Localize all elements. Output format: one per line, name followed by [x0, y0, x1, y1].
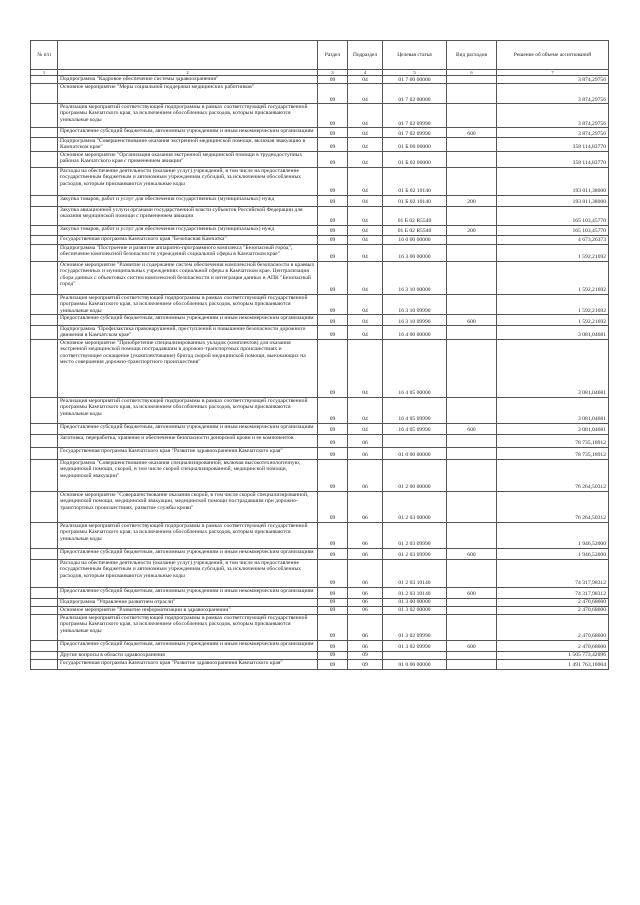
row-name-cell: Государственная программа Камчатского края "Безопасная Камчатка" [58, 235, 318, 244]
row-name-cell: Реализация мероприятий соответствующей подпрограммы в рамках соответствующей государственной программы Камчатского края, за исключением обособленных расходов, которым присваиваются уникальные коды [58, 294, 318, 314]
row-type-cell [447, 244, 497, 261]
row-target-cell: 01 Б 02 00000 [383, 151, 447, 167]
row-subsection-cell: 06 [348, 598, 383, 606]
row-name-cell: Реализация мероприятий соответствующей подпрограммы в рамках соответствующей государственной программы Камчатского края, за исключением обособленных расходов, которым присваиваются уникальные коды [58, 397, 318, 423]
row-section-cell: 09 [318, 84, 348, 104]
row-name-cell: Подпрограмма "Кадровое обеспечение системы здравоохранения" [58, 76, 318, 84]
row-number-cell [31, 522, 58, 548]
header-cell-subsection: Подраздел [348, 41, 383, 70]
table-row [31, 491, 609, 522]
row-subsection-cell: 04 [348, 151, 383, 167]
row-subsection-cell: 04 [348, 206, 383, 225]
row-amount-cell: 74 317,98312 [497, 587, 609, 598]
row-name-cell: Основное мероприятие "Меры социальной поддержки медицинских работников" [58, 84, 318, 104]
row-amount-cell: 1 491 763,10004 [497, 659, 609, 669]
table-row [31, 167, 609, 195]
row-subsection-cell: 04 [348, 235, 383, 244]
row-target-cell: 01 2 03 09990 [383, 522, 447, 548]
table-row [31, 225, 609, 235]
table-row [31, 587, 609, 598]
row-subsection-cell: 04 [348, 128, 383, 138]
row-section-cell: 09 [318, 614, 348, 640]
row-subsection-cell: 06 [348, 614, 383, 640]
row-amount-cell: 3 874,29756 [497, 128, 609, 138]
row-number-cell [31, 225, 58, 235]
row-number-cell [31, 491, 58, 522]
row-target-cell: 01 3 02 00000 [383, 606, 447, 614]
row-subsection-cell: 04 [348, 261, 383, 294]
row-target-cell: 16 0 00 00000 [383, 235, 447, 244]
row-name-cell: Расходы на обеспечение деятельности (оказание услуг) учреждений, в том числе на предоставление государственным бюджетным и автономным учреждениям субсидий, за исключением обособленных расходов, которым присваиваются уникальные коды [58, 167, 318, 195]
table-row [31, 104, 609, 128]
row-subsection-cell: 04 [348, 423, 383, 434]
row-amount-cell: 2 470,68600 [497, 598, 609, 606]
row-name-cell: Государственная программа Камчатского края "Развитие здравоохранения Камчатского края" [58, 447, 318, 459]
row-type-cell [447, 138, 497, 152]
row-type-cell [447, 522, 497, 548]
row-number-cell [31, 559, 58, 587]
row-subsection-cell: 06 [348, 459, 383, 491]
row-subsection-cell: 04 [348, 339, 383, 397]
row-amount-cell: 2 470,68600 [497, 606, 609, 614]
column-number: 3 [318, 70, 348, 76]
table-row [31, 315, 609, 326]
row-type-cell [447, 167, 497, 195]
row-type-cell: 600 [447, 548, 497, 559]
table-row [31, 447, 609, 459]
row-name-cell: Государственная программа Камчатского края "Развитие здравоохранения Камчатского края" [58, 659, 318, 669]
row-number-cell [31, 151, 58, 167]
row-name-cell: Расходы на обеспечение деятельности (оказание услуг) учреждений, в том числе на предоставление государственным бюджетным и автономным учреждениям субсидий, за исключением обособленных расходов, которым присваиваются уникальные коды [58, 559, 318, 587]
row-type-cell: 600 [447, 423, 497, 434]
row-name-cell: Предоставление субсидий бюджетным, автономным учреждениям и иным некоммерческим организациям [58, 128, 318, 138]
budget-table [30, 40, 609, 670]
header-cell-type: Вид расходов [447, 41, 497, 70]
row-type-cell [447, 434, 497, 447]
table-row [31, 339, 609, 397]
row-subsection-cell: 06 [348, 587, 383, 598]
row-amount-cell: 1 946,52000 [497, 548, 609, 559]
column-number: 6 [447, 70, 497, 76]
row-section-cell: 09 [318, 606, 348, 614]
row-target-cell: 01 3 00 00000 [383, 598, 447, 606]
table-row [31, 397, 609, 423]
row-amount-cell: 78 735,18912 [497, 447, 609, 459]
row-number-cell [31, 434, 58, 447]
row-subsection-cell: 06 [348, 640, 383, 651]
row-subsection-cell: 04 [348, 294, 383, 314]
row-amount-cell: 3 874,29756 [497, 104, 609, 128]
row-number-cell [31, 548, 58, 559]
row-name-cell: Другие вопросы в области здравоохранения [58, 651, 318, 659]
row-type-cell: 200 [447, 195, 497, 206]
row-target-cell: 16 3 10 09990 [383, 315, 447, 326]
row-name-cell: Основное мероприятие "Приобретение специализированных укладок (комплектов) для оказания экстренной медицинской помощи пострадавшим в дорожно-транспортных происшествиях и соответствующее оснащение (укомплектование) бригад скорой медицинской помощи, выезжающих на место совершения дорожно-транспортного происшествия" [58, 339, 318, 397]
row-section-cell: 09 [318, 423, 348, 434]
row-amount-cell: 165 103,45770 [497, 225, 609, 235]
row-target-cell: 16 4 00 00000 [383, 326, 447, 340]
table-row [31, 84, 609, 104]
row-type-cell [447, 614, 497, 640]
row-subsection-cell: 06 [348, 606, 383, 614]
row-amount-cell: 3 081,04681 [497, 423, 609, 434]
row-number-cell [31, 614, 58, 640]
row-number-cell [31, 587, 58, 598]
row-subsection-cell: 04 [348, 315, 383, 326]
row-type-cell [447, 294, 497, 314]
row-subsection-cell: 04 [348, 397, 383, 423]
row-section-cell: 09 [318, 659, 348, 669]
column-number: 7 [497, 70, 609, 76]
column-number: 5 [383, 70, 447, 76]
row-amount-cell: 1 505 773,42096 [497, 651, 609, 659]
row-section-cell: 09 [318, 261, 348, 294]
row-subsection-cell: 04 [348, 84, 383, 104]
row-target-cell: 16 4 05 09990 [383, 423, 447, 434]
row-number-cell [31, 315, 58, 326]
row-subsection-cell: 04 [348, 104, 383, 128]
table-row [31, 659, 609, 669]
table-row [31, 606, 609, 614]
row-target-cell: 01 2 03 09990 [383, 548, 447, 559]
row-target-cell: 01 2 03 00000 [383, 491, 447, 522]
row-subsection-cell: 04 [348, 195, 383, 206]
row-target-cell: 01 7 02 00000 [383, 84, 447, 104]
row-type-cell [447, 651, 497, 659]
row-name-cell: Реализация мероприятий соответствующей подпрограммы в рамках соответствующей государственной программы Камчатского края, за исключением обособленных расходов, которым присваиваются уникальные коды [58, 614, 318, 640]
row-type-cell [447, 206, 497, 225]
table-row [31, 195, 609, 206]
column-number: 2 [58, 70, 318, 76]
row-section-cell: 09 [318, 447, 348, 459]
row-subsection-cell: 06 [348, 491, 383, 522]
row-amount-cell: 193 011,38000 [497, 195, 609, 206]
row-amount-cell: 4 673,26373 [497, 235, 609, 244]
header-cell-no: № п/п [31, 41, 58, 70]
row-type-cell [447, 339, 497, 397]
header-row [31, 41, 609, 70]
row-section-cell: 09 [318, 640, 348, 651]
row-section-cell: 09 [318, 195, 348, 206]
row-number-cell [31, 423, 58, 434]
row-section-cell: 09 [318, 315, 348, 326]
column-number: 1 [31, 70, 58, 76]
row-section-cell: 09 [318, 151, 348, 167]
row-target-cell: 01 2 03 10140 [383, 559, 447, 587]
row-type-cell [447, 84, 497, 104]
row-type-cell [447, 459, 497, 491]
row-number-cell [31, 76, 58, 84]
row-section-cell: 09 [318, 459, 348, 491]
row-name-cell: Предоставление субсидий бюджетным, автономным учреждениям и иным некоммерческим организациям [58, 640, 318, 651]
row-section-cell: 09 [318, 651, 348, 659]
row-type-cell [447, 559, 497, 587]
row-name-cell: Подпрограмма "Построение и развитие аппаратно-программного комплекса "Безопасный город", обеспечение комплексной безопасности учреждений социальной сферы в Камчатском крае" [58, 244, 318, 261]
row-section-cell: 09 [318, 587, 348, 598]
row-target-cell [383, 434, 447, 447]
row-target-cell: 01 3 02 09990 [383, 614, 447, 640]
row-section-cell: 09 [318, 548, 348, 559]
row-type-cell [447, 326, 497, 340]
row-number-cell [31, 339, 58, 397]
row-type-cell [447, 606, 497, 614]
row-number-cell [31, 397, 58, 423]
row-amount-cell: 3 081,04681 [497, 326, 609, 340]
row-section-cell: 09 [318, 559, 348, 587]
row-number-cell [31, 235, 58, 244]
row-target-cell: 16 4 05 00000 [383, 339, 447, 397]
header-cell-target: Целевая статья [383, 41, 447, 70]
row-name-cell: Закупка товаров, работ и услуг для обеспечения государственных (муниципальных) нужд [58, 195, 318, 206]
row-amount-cell: 1 946,52000 [497, 522, 609, 548]
row-name-cell: Закупка авиационной услуги органами государственной власти субъектов Российской Федерации для оказания медицинской помощи с применением авиации [58, 206, 318, 225]
row-section-cell: 09 [318, 235, 348, 244]
row-section-cell: 09 [318, 128, 348, 138]
table-row [31, 76, 609, 84]
table-row [31, 559, 609, 587]
row-target-cell: 01 2 03 10140 [383, 587, 447, 598]
row-number-cell [31, 447, 58, 459]
row-type-cell: 600 [447, 128, 497, 138]
table-row [31, 640, 609, 651]
row-target-cell: 01 0 00 00000 [383, 659, 447, 669]
table-row [31, 244, 609, 261]
table-row [31, 522, 609, 548]
row-subsection-cell: 09 [348, 659, 383, 669]
row-amount-cell: 2 470,68600 [497, 614, 609, 640]
row-target-cell: 16 3 10 09990 [383, 294, 447, 314]
row-type-cell [447, 659, 497, 669]
row-name-cell: Предоставление субсидий бюджетным, автономным учреждениям и иным некоммерческим организациям [58, 315, 318, 326]
row-target-cell: 01 7 00 00000 [383, 76, 447, 84]
row-subsection-cell: 04 [348, 167, 383, 195]
row-name-cell: Предоставление субсидий бюджетным, автономным учреждениям и иным некоммерческим организациям [58, 587, 318, 598]
row-amount-cell: 165 103,45770 [497, 206, 609, 225]
table-row [31, 326, 609, 340]
row-number-cell [31, 84, 58, 104]
row-section-cell: 09 [318, 167, 348, 195]
row-type-cell: 600 [447, 640, 497, 651]
row-subsection-cell: 04 [348, 225, 383, 235]
row-number-cell [31, 195, 58, 206]
table-row [31, 235, 609, 244]
row-amount-cell: 2 470,68600 [497, 640, 609, 651]
row-subsection-cell: 06 [348, 522, 383, 548]
row-subsection-cell: 06 [348, 434, 383, 447]
row-subsection-cell: 06 [348, 447, 383, 459]
table-row [31, 434, 609, 447]
row-name-cell: Предоставление субсидий бюджетным, автономным учреждениям и иным некоммерческим организациям [58, 423, 318, 434]
row-target-cell: 01 Б 02 R5540 [383, 225, 447, 235]
row-name-cell: Основное мероприятие "Развитие информатизации в здравоохранении" [58, 606, 318, 614]
row-amount-cell: 1 592,21692 [497, 315, 609, 326]
row-amount-cell: 3 874,29756 [497, 76, 609, 84]
row-section-cell: 09 [318, 244, 348, 261]
row-target-cell [383, 651, 447, 659]
row-type-cell [447, 76, 497, 84]
row-type-cell [447, 235, 497, 244]
row-name-cell: Реализация мероприятий соответствующей подпрограммы в рамках соответствующей государственной программы Камчатского края, за исключением обособленных расходов, которым присваиваются уникальные коды [58, 522, 318, 548]
row-number-cell [31, 206, 58, 225]
row-type-cell [447, 491, 497, 522]
row-target-cell: 16 3 00 00000 [383, 244, 447, 261]
row-target-cell: 01 Б 02 10140 [383, 167, 447, 195]
row-section-cell: 09 [318, 522, 348, 548]
row-section-cell: 09 [318, 206, 348, 225]
table-body [31, 76, 609, 670]
row-section-cell: 09 [318, 225, 348, 235]
row-section-cell: 09 [318, 491, 348, 522]
row-target-cell: 01 7 02 09990 [383, 104, 447, 128]
row-amount-cell: 78 735,18912 [497, 434, 609, 447]
table-row [31, 138, 609, 152]
row-target-cell: 01 Б 02 10140 [383, 195, 447, 206]
row-subsection-cell: 06 [348, 559, 383, 587]
header-cell-section: Раздел [318, 41, 348, 70]
row-name-cell: Подпрограмма "Управление развитием отрасли" [58, 598, 318, 606]
row-number-cell [31, 128, 58, 138]
row-section-cell: 09 [318, 397, 348, 423]
row-section-cell: 09 [318, 76, 348, 84]
row-section-cell: 09 [318, 326, 348, 340]
row-target-cell: 01 0 00 00000 [383, 447, 447, 459]
row-section-cell: 09 [318, 294, 348, 314]
row-number-cell [31, 459, 58, 491]
row-name-cell: Основное мероприятие "Организация оказания экстренной медицинской помощи в труднодоступных районах Камчатского края с применением авиации" [58, 151, 318, 167]
row-name-cell: Реализация мероприятий соответствующей подпрограммы в рамках соответствующей государственной программы Камчатского края, за исключением обособленных расходов, которым присваиваются уникальные коды [58, 104, 318, 128]
table-row [31, 261, 609, 294]
header-cell-amount: Решение об объеме ассигнований [497, 41, 609, 70]
row-section-cell: 09 [318, 434, 348, 447]
row-type-cell [447, 598, 497, 606]
row-type-cell [447, 151, 497, 167]
row-name-cell: Закупка товаров, работ и услуг для обеспечения государственных (муниципальных) нужд [58, 225, 318, 235]
row-name-cell: Основное мероприятие "Развитие и содержание систем обеспечения комплексной безопасности в краевых государственных и муниципальных учреждениях социальной сферы в Камчатском крае. Централизация сбора данных с объектовых систем комплексной безопасности и интеграция данных в АПК "Безопасный город" [58, 261, 318, 294]
row-target-cell: 01 Б 00 00000 [383, 138, 447, 152]
row-number-cell [31, 659, 58, 669]
table-row [31, 423, 609, 434]
row-amount-cell: 74 317,98312 [497, 559, 609, 587]
row-type-cell: 600 [447, 315, 497, 326]
row-amount-cell: 3 874,29756 [497, 84, 609, 104]
row-amount-cell: 76 264,50312 [497, 459, 609, 491]
row-number-cell [31, 294, 58, 314]
row-amount-cell: 3 081,04681 [497, 339, 609, 397]
row-number-cell [31, 244, 58, 261]
row-target-cell: 16 3 10 00000 [383, 261, 447, 294]
row-name-cell: Основное мероприятие "Совершенствование оказания скорой, в том числе скорой специализированной, медицинской помощи, медицинской эвакуации, медицинской помощи пострадавшим при дорожно-транспортных происшествиях, развитие службы крови" [58, 491, 318, 522]
row-number-cell [31, 261, 58, 294]
row-target-cell: 01 2 00 00000 [383, 459, 447, 491]
row-number-cell [31, 326, 58, 340]
row-subsection-cell: 04 [348, 76, 383, 84]
table-row [31, 651, 609, 659]
row-number-cell [31, 167, 58, 195]
table-row [31, 151, 609, 167]
row-name-cell: Подпрограмма "Совершенствование оказания экстренной медицинской помощи, включая эвакуацию в Камчатском крае" [58, 138, 318, 152]
row-section-cell: 09 [318, 138, 348, 152]
row-target-cell: 01 Б 02 R5540 [383, 206, 447, 225]
row-type-cell [447, 104, 497, 128]
row-subsection-cell: 09 [348, 651, 383, 659]
row-number-cell [31, 104, 58, 128]
table-row [31, 598, 609, 606]
row-type-cell [447, 397, 497, 423]
table-row [31, 459, 609, 491]
row-amount-cell: 1 592,21692 [497, 294, 609, 314]
row-name-cell: Заготовка, переработка, хранение и обеспечение безопасности донорской крови и ее компонентов [58, 434, 318, 447]
table-row [31, 294, 609, 314]
row-number-cell [31, 640, 58, 651]
row-amount-cell: 1 592,21692 [497, 261, 609, 294]
row-type-cell [447, 447, 497, 459]
row-target-cell: 01 3 02 09990 [383, 640, 447, 651]
row-subsection-cell: 04 [348, 138, 383, 152]
row-section-cell: 09 [318, 104, 348, 128]
row-name-cell: Подпрограмма "Профилактика правонарушений, преступлений и повышение безопасности дорожного движения в Камчатском крае" [58, 326, 318, 340]
row-amount-cell: 193 011,38000 [497, 167, 609, 195]
row-amount-cell: 358 114,83770 [497, 138, 609, 152]
row-amount-cell: 76 264,50312 [497, 491, 609, 522]
row-subsection-cell: 04 [348, 326, 383, 340]
table-row [31, 128, 609, 138]
budget-sheet [30, 40, 608, 670]
row-name-cell: Подпрограмма "Совершенствование оказания специализированной, включая высокотехнологичную, медицинской помощи, скорой, в том числе скорой специализированной, медицинской помощи, медицинской эвакуации" [58, 459, 318, 491]
row-amount-cell: 358 114,83770 [497, 151, 609, 167]
row-type-cell: 200 [447, 225, 497, 235]
header-cell-name [58, 41, 318, 70]
row-name-cell: Предоставление субсидий бюджетным, автономным учреждениям и иным некоммерческим организациям [58, 548, 318, 559]
row-target-cell: 16 4 05 09990 [383, 397, 447, 423]
row-number-cell [31, 651, 58, 659]
row-amount-cell: 1 592,21692 [497, 244, 609, 261]
row-subsection-cell: 04 [348, 244, 383, 261]
row-target-cell: 01 7 02 09990 [383, 128, 447, 138]
table-row [31, 614, 609, 640]
table-row [31, 548, 609, 559]
column-number: 4 [348, 70, 383, 76]
row-number-cell [31, 606, 58, 614]
row-subsection-cell: 06 [348, 548, 383, 559]
row-number-cell [31, 598, 58, 606]
row-type-cell: 600 [447, 587, 497, 598]
row-type-cell [447, 261, 497, 294]
row-section-cell: 09 [318, 339, 348, 397]
row-number-cell [31, 138, 58, 152]
row-section-cell: 09 [318, 598, 348, 606]
row-amount-cell: 3 081,04681 [497, 397, 609, 423]
table-row [31, 206, 609, 225]
